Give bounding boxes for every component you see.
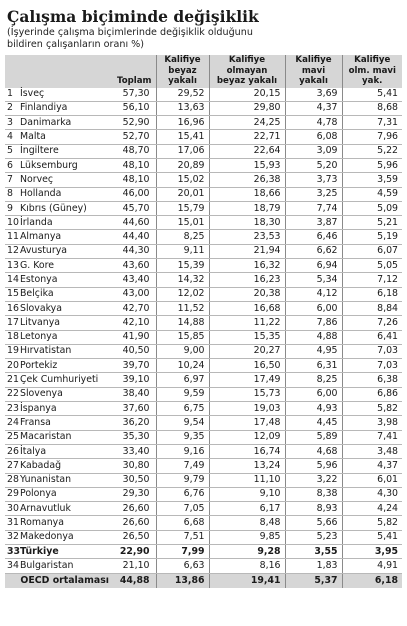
- row-total: 37,60: [113, 402, 156, 416]
- row-country: Yunanistan: [17, 473, 113, 487]
- row-skilled-blue: 3,73: [285, 173, 342, 187]
- row-unskilled-blue: 5,05: [342, 259, 402, 273]
- row-country: Romanya: [17, 516, 113, 530]
- table-row: [5, 230, 402, 244]
- row-total: 52,90: [113, 116, 156, 130]
- row-total: 43,40: [113, 273, 156, 287]
- row-rank: 19: [5, 344, 17, 358]
- row-unskilled-blue: 5,41: [342, 530, 402, 544]
- row-rank: 27: [5, 459, 17, 473]
- row-rank: 25: [5, 430, 17, 444]
- row-total: 48,10: [113, 158, 156, 172]
- row-skilled-white: 29,52: [156, 88, 209, 102]
- row-unskilled-blue: 7,31: [342, 116, 402, 130]
- row-rank: 5: [5, 144, 17, 158]
- table-row: [5, 116, 402, 130]
- row-rank: 3: [5, 116, 17, 130]
- table-row: [5, 373, 402, 387]
- row-country: Letonya: [17, 330, 113, 344]
- row-unskilled-blue: 6,86: [342, 387, 402, 401]
- row-skilled-blue: 6,00: [285, 387, 342, 401]
- row-country: Türkiye: [17, 545, 113, 559]
- table-row: [5, 530, 402, 544]
- row-total: 35,30: [113, 430, 156, 444]
- row-skilled-white: 9,35: [156, 430, 209, 444]
- row-unskilled-white: 16,23: [209, 273, 285, 287]
- row-country: Hırvatistan: [17, 344, 113, 358]
- row-unskilled-blue: 3,98: [342, 416, 402, 430]
- row-skilled-white: 17,06: [156, 144, 209, 158]
- row-unskilled-blue: 5,22: [342, 144, 402, 158]
- page-title: Çalışma biçiminde değişiklik: [7, 7, 259, 26]
- row-country: İtalya: [17, 444, 113, 458]
- header-unskilled-white-collar: Kalifiye olmayan beyaz yakalı: [209, 55, 285, 88]
- header-rank: [5, 55, 17, 88]
- row-total: 33,40: [113, 444, 156, 458]
- row-unskilled-white: 17,49: [209, 373, 285, 387]
- header-country: [17, 55, 113, 88]
- row-unskilled-white: 26,38: [209, 173, 285, 187]
- row-country: İsveç: [17, 88, 113, 102]
- row-country: Kıbrıs (Güney): [17, 201, 113, 215]
- row-rank: 2: [5, 101, 17, 115]
- table-row: [5, 473, 402, 487]
- row-skilled-blue: 8,25: [285, 373, 342, 387]
- row-total: 48,10: [113, 173, 156, 187]
- row-rank: 28: [5, 473, 17, 487]
- row-country: Slovenya: [17, 387, 113, 401]
- row-total: 26,60: [113, 516, 156, 530]
- row-total: 39,10: [113, 373, 156, 387]
- row-rank: 24: [5, 416, 17, 430]
- row-unskilled-blue: 5,19: [342, 230, 402, 244]
- row-total: 38,40: [113, 387, 156, 401]
- table-row: [5, 130, 402, 144]
- row-unskilled-blue: 4,30: [342, 487, 402, 501]
- row-skilled-blue: 8,38: [285, 487, 342, 501]
- table-row: [5, 430, 402, 444]
- row-skilled-white: 15,01: [156, 216, 209, 230]
- header-total: Toplam: [113, 55, 156, 88]
- row-unskilled-white: 8,16: [209, 559, 285, 573]
- row-unskilled-blue: 3,59: [342, 173, 402, 187]
- row-country: Litvanya: [17, 316, 113, 330]
- row-total: 41,90: [113, 330, 156, 344]
- row-rank: 12: [5, 244, 17, 258]
- row-rank: 14: [5, 273, 17, 287]
- row-country: Estonya: [17, 273, 113, 287]
- row-rank: 8: [5, 187, 17, 201]
- row-skilled-blue: 3,09: [285, 144, 342, 158]
- row-skilled-blue: 4,93: [285, 402, 342, 416]
- row-total: 44,30: [113, 244, 156, 258]
- table-body: [5, 88, 402, 574]
- table-row: [5, 545, 402, 559]
- row-rank: 21: [5, 373, 17, 387]
- row-unskilled-blue: 5,09: [342, 201, 402, 215]
- table-row: [5, 259, 402, 273]
- row-country: Hollanda: [17, 187, 113, 201]
- row-skilled-white: 9,54: [156, 416, 209, 430]
- subtitle-line-2: bildiren çalışanların oranı %): [7, 39, 145, 50]
- row-unskilled-white: 15,35: [209, 330, 285, 344]
- row-unskilled-blue: 6,38: [342, 373, 402, 387]
- row-skilled-blue: 3,87: [285, 216, 342, 230]
- header-unskilled-blue-collar: Kalifiye olm. mavi yak.: [342, 55, 402, 88]
- row-total: 40,50: [113, 344, 156, 358]
- row-unskilled-blue: 4,59: [342, 187, 402, 201]
- row-unskilled-white: 9,85: [209, 530, 285, 544]
- row-unskilled-white: 8,48: [209, 516, 285, 530]
- row-country: Almanya: [17, 230, 113, 244]
- row-total: 36,20: [113, 416, 156, 430]
- table-row: [5, 444, 402, 458]
- row-unskilled-blue: 5,96: [342, 158, 402, 172]
- row-total: 44,40: [113, 230, 156, 244]
- row-unskilled-blue: 7,03: [342, 359, 402, 373]
- row-country: Finlandiya: [17, 101, 113, 115]
- table-row: [5, 344, 402, 358]
- row-skilled-white: 14,32: [156, 273, 209, 287]
- row-rank: 16: [5, 301, 17, 315]
- row-total: 26,50: [113, 530, 156, 544]
- row-country: Kabadağ: [17, 459, 113, 473]
- row-unskilled-white: 16,50: [209, 359, 285, 373]
- row-country: Norveç: [17, 173, 113, 187]
- row-skilled-blue: 4,37: [285, 101, 342, 115]
- row-skilled-blue: 6,62: [285, 244, 342, 258]
- row-unskilled-white: 22,64: [209, 144, 285, 158]
- table-row: [5, 402, 402, 416]
- row-country: Bulgaristan: [17, 559, 113, 573]
- row-skilled-white: 20,01: [156, 187, 209, 201]
- row-rank: 32: [5, 530, 17, 544]
- row-unskilled-blue: 5,21: [342, 216, 402, 230]
- row-skilled-blue: 3,69: [285, 88, 342, 102]
- data-table: [5, 55, 402, 588]
- row-unskilled-white: 19,03: [209, 402, 285, 416]
- row-skilled-white: 11,52: [156, 301, 209, 315]
- page-subtitle: [7, 27, 402, 51]
- row-country: Arnavutluk: [17, 502, 113, 516]
- row-unskilled-blue: 7,41: [342, 430, 402, 444]
- row-country: Malta: [17, 130, 113, 144]
- row-skilled-blue: 6,94: [285, 259, 342, 273]
- row-rank: 20: [5, 359, 17, 373]
- row-country: Slovakya: [17, 301, 113, 315]
- row-skilled-white: 16,96: [156, 116, 209, 130]
- row-skilled-blue: 5,89: [285, 430, 342, 444]
- row-total: 42,70: [113, 301, 156, 315]
- footer-skilled-white: 13,86: [156, 573, 209, 588]
- row-unskilled-white: 20,27: [209, 344, 285, 358]
- row-unskilled-white: 12,09: [209, 430, 285, 444]
- row-unskilled-white: 22,71: [209, 130, 285, 144]
- table-footer-row: [5, 573, 402, 588]
- table-row: [5, 502, 402, 516]
- table-row: [5, 88, 402, 102]
- table-row: [5, 387, 402, 401]
- table-row: [5, 144, 402, 158]
- row-total: 21,10: [113, 559, 156, 573]
- row-skilled-blue: 4,12: [285, 287, 342, 301]
- row-unskilled-white: 9,10: [209, 487, 285, 501]
- table-header-row: [5, 55, 402, 88]
- row-unskilled-blue: 4,37: [342, 459, 402, 473]
- table-row: [5, 216, 402, 230]
- row-unskilled-blue: 5,41: [342, 88, 402, 102]
- row-skilled-white: 9,00: [156, 344, 209, 358]
- row-skilled-white: 15,02: [156, 173, 209, 187]
- row-skilled-white: 14,88: [156, 316, 209, 330]
- row-skilled-white: 15,79: [156, 201, 209, 215]
- row-unskilled-white: 9,28: [209, 545, 285, 559]
- row-skilled-white: 7,49: [156, 459, 209, 473]
- row-skilled-white: 8,25: [156, 230, 209, 244]
- row-total: 43,00: [113, 287, 156, 301]
- row-rank: 30: [5, 502, 17, 516]
- row-total: 52,70: [113, 130, 156, 144]
- table-row: [5, 301, 402, 315]
- row-total: 30,80: [113, 459, 156, 473]
- row-skilled-blue: 6,46: [285, 230, 342, 244]
- row-unskilled-white: 29,80: [209, 101, 285, 115]
- row-total: 30,50: [113, 473, 156, 487]
- table-row: [5, 359, 402, 373]
- row-skilled-white: 9,59: [156, 387, 209, 401]
- row-country: G. Kore: [17, 259, 113, 273]
- row-skilled-blue: 4,78: [285, 116, 342, 130]
- row-skilled-blue: 5,66: [285, 516, 342, 530]
- header-skilled-white-collar: Kalifiye beyaz yakalı: [156, 55, 209, 88]
- row-unskilled-white: 16,74: [209, 444, 285, 458]
- row-unskilled-blue: 3,48: [342, 444, 402, 458]
- row-unskilled-white: 11,10: [209, 473, 285, 487]
- table-row: [5, 459, 402, 473]
- row-skilled-white: 12,02: [156, 287, 209, 301]
- row-unskilled-white: 16,68: [209, 301, 285, 315]
- row-skilled-white: 6,75: [156, 402, 209, 416]
- row-skilled-white: 7,99: [156, 545, 209, 559]
- row-skilled-blue: 1,83: [285, 559, 342, 573]
- row-skilled-blue: 3,22: [285, 473, 342, 487]
- table-row: [5, 173, 402, 187]
- row-country: İngiltere: [17, 144, 113, 158]
- row-skilled-blue: 6,00: [285, 301, 342, 315]
- table-row: [5, 487, 402, 501]
- row-country: İrlanda: [17, 216, 113, 230]
- row-unskilled-white: 20,38: [209, 287, 285, 301]
- row-unskilled-blue: 7,96: [342, 130, 402, 144]
- row-total: 39,70: [113, 359, 156, 373]
- row-skilled-blue: 7,86: [285, 316, 342, 330]
- row-skilled-white: 6,63: [156, 559, 209, 573]
- row-unskilled-blue: 7,12: [342, 273, 402, 287]
- row-skilled-white: 13,63: [156, 101, 209, 115]
- row-country: Polonya: [17, 487, 113, 501]
- row-rank: 6: [5, 158, 17, 172]
- row-rank: 1: [5, 88, 17, 102]
- table-row: [5, 101, 402, 115]
- row-skilled-white: 6,97: [156, 373, 209, 387]
- row-unskilled-white: 20,15: [209, 88, 285, 102]
- row-skilled-blue: 4,95: [285, 344, 342, 358]
- footer-unskilled-blue: 6,18: [342, 573, 402, 588]
- row-rank: 7: [5, 173, 17, 187]
- table-row: [5, 187, 402, 201]
- table-row: [5, 559, 402, 573]
- row-rank: 10: [5, 216, 17, 230]
- row-unskilled-white: 18,79: [209, 201, 285, 215]
- row-unskilled-white: 16,32: [209, 259, 285, 273]
- row-skilled-white: 15,39: [156, 259, 209, 273]
- row-country: Lüksemburg: [17, 158, 113, 172]
- subtitle-line-1: (İşyerinde çalışma biçimlerinde değişiklik olduğunu: [7, 27, 253, 38]
- row-skilled-blue: 4,88: [285, 330, 342, 344]
- row-unskilled-blue: 5,82: [342, 402, 402, 416]
- row-skilled-white: 7,05: [156, 502, 209, 516]
- table-row: [5, 201, 402, 215]
- row-total: 42,10: [113, 316, 156, 330]
- row-rank: 13: [5, 259, 17, 273]
- row-skilled-white: 6,76: [156, 487, 209, 501]
- row-total: 26,60: [113, 502, 156, 516]
- row-unskilled-blue: 8,68: [342, 101, 402, 115]
- row-skilled-white: 10,24: [156, 359, 209, 373]
- row-skilled-blue: 5,23: [285, 530, 342, 544]
- row-country: Danimarka: [17, 116, 113, 130]
- row-unskilled-blue: 3,95: [342, 545, 402, 559]
- row-rank: 22: [5, 387, 17, 401]
- row-skilled-blue: 8,93: [285, 502, 342, 516]
- row-unskilled-white: 6,17: [209, 502, 285, 516]
- row-rank: 4: [5, 130, 17, 144]
- row-skilled-white: 9,79: [156, 473, 209, 487]
- row-unskilled-blue: 7,26: [342, 316, 402, 330]
- table-row: [5, 158, 402, 172]
- row-country: Makedonya: [17, 530, 113, 544]
- row-skilled-white: 7,51: [156, 530, 209, 544]
- footer-label: OECD ortalaması: [5, 573, 113, 588]
- row-country: Avusturya: [17, 244, 113, 258]
- row-unskilled-white: 21,94: [209, 244, 285, 258]
- row-unskilled-white: 18,66: [209, 187, 285, 201]
- row-unskilled-white: 11,22: [209, 316, 285, 330]
- row-skilled-blue: 5,96: [285, 459, 342, 473]
- row-rank: 26: [5, 444, 17, 458]
- row-rank: 23: [5, 402, 17, 416]
- row-unskilled-blue: 8,84: [342, 301, 402, 315]
- row-unskilled-blue: 5,82: [342, 516, 402, 530]
- row-total: 48,70: [113, 144, 156, 158]
- row-unskilled-blue: 7,03: [342, 344, 402, 358]
- footer-total: 44,88: [113, 573, 156, 588]
- table-row: [5, 287, 402, 301]
- row-unskilled-white: 13,24: [209, 459, 285, 473]
- row-unskilled-white: 23,53: [209, 230, 285, 244]
- row-unskilled-blue: 6,41: [342, 330, 402, 344]
- row-unskilled-white: 15,73: [209, 387, 285, 401]
- row-unskilled-blue: 6,01: [342, 473, 402, 487]
- row-skilled-blue: 6,31: [285, 359, 342, 373]
- row-skilled-white: 6,68: [156, 516, 209, 530]
- row-skilled-white: 20,89: [156, 158, 209, 172]
- row-rank: 9: [5, 201, 17, 215]
- row-rank: 17: [5, 316, 17, 330]
- row-country: Çek Cumhuriyeti: [17, 373, 113, 387]
- table-row: [5, 316, 402, 330]
- row-skilled-blue: 4,68: [285, 444, 342, 458]
- row-unskilled-blue: 6,18: [342, 287, 402, 301]
- row-total: 43,60: [113, 259, 156, 273]
- row-rank: 15: [5, 287, 17, 301]
- row-skilled-blue: 4,45: [285, 416, 342, 430]
- row-rank: 11: [5, 230, 17, 244]
- row-total: 56,10: [113, 101, 156, 115]
- row-unskilled-white: 18,30: [209, 216, 285, 230]
- row-rank: 33: [5, 545, 17, 559]
- row-skilled-blue: 7,74: [285, 201, 342, 215]
- table-row: [5, 273, 402, 287]
- row-skilled-blue: 5,34: [285, 273, 342, 287]
- row-country: İspanya: [17, 402, 113, 416]
- row-country: Portekiz: [17, 359, 113, 373]
- row-skilled-white: 15,41: [156, 130, 209, 144]
- footer-unskilled-white: 19,41: [209, 573, 285, 588]
- footer-skilled-blue: 5,37: [285, 573, 342, 588]
- row-skilled-blue: 3,55: [285, 545, 342, 559]
- row-skilled-blue: 5,20: [285, 158, 342, 172]
- row-country: Macaristan: [17, 430, 113, 444]
- row-total: 22,90: [113, 545, 156, 559]
- row-unskilled-white: 24,25: [209, 116, 285, 130]
- table-row: [5, 330, 402, 344]
- row-rank: 18: [5, 330, 17, 344]
- row-total: 45,70: [113, 201, 156, 215]
- row-total: 29,30: [113, 487, 156, 501]
- row-skilled-blue: 6,08: [285, 130, 342, 144]
- row-skilled-blue: 3,25: [285, 187, 342, 201]
- header-skilled-blue-collar: Kalifiye mavi yakalı: [285, 55, 342, 88]
- row-country: Fransa: [17, 416, 113, 430]
- row-unskilled-white: 15,93: [209, 158, 285, 172]
- row-skilled-white: 9,11: [156, 244, 209, 258]
- row-rank: 29: [5, 487, 17, 501]
- table-row: [5, 516, 402, 530]
- row-unskilled-blue: 6,07: [342, 244, 402, 258]
- row-rank: 31: [5, 516, 17, 530]
- row-skilled-white: 15,85: [156, 330, 209, 344]
- row-total: 46,00: [113, 187, 156, 201]
- row-unskilled-white: 17,48: [209, 416, 285, 430]
- row-unskilled-blue: 4,91: [342, 559, 402, 573]
- row-total: 44,60: [113, 216, 156, 230]
- row-country: Belçika: [17, 287, 113, 301]
- row-total: 57,30: [113, 88, 156, 102]
- table-row: [5, 416, 402, 430]
- row-unskilled-blue: 4,24: [342, 502, 402, 516]
- row-skilled-white: 9,16: [156, 444, 209, 458]
- row-rank: 34: [5, 559, 17, 573]
- table-row: [5, 244, 402, 258]
